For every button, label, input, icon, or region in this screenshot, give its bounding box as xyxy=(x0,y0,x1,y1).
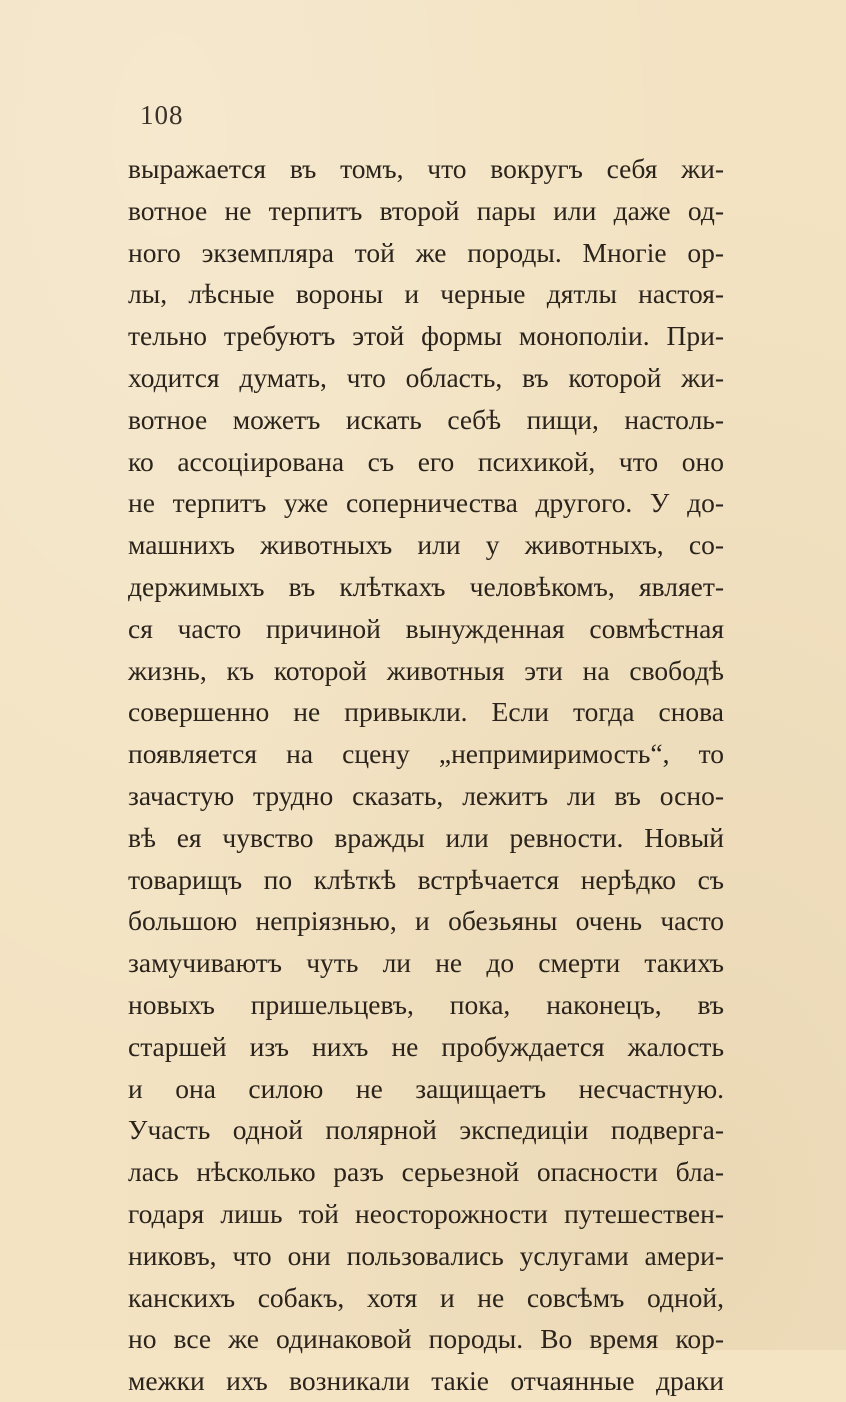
text-line: ходится думать, что область, въ которой жи- xyxy=(128,361,724,393)
page-number: 108 xyxy=(140,100,184,130)
text-line: ко ассоціирована съ его психикой, что оно xyxy=(128,445,724,477)
text-line: тельно требуютъ этой формы монополіи. При- xyxy=(128,320,724,352)
text-line: замучиваютъ чуть ли не до смерти такихъ xyxy=(128,947,724,979)
body-text xyxy=(128,148,724,1402)
text-line: лась нѣсколько разъ серьезной опасности бла- xyxy=(128,1156,724,1188)
text-line: держимыхъ въ клѣткахъ человѣкомъ, являет- xyxy=(128,570,724,602)
text-line: и она силою не защищаетъ несчастную. xyxy=(128,1072,724,1104)
text-line: появляется на сцену „непримиримость“, то xyxy=(128,738,724,770)
text-line: но все же одинаковой породы. Во время кор- xyxy=(128,1323,724,1355)
text-line: большою непріязнью, и обезьяны очень часто xyxy=(128,905,724,937)
text-line: ного экземпляра той же породы. Многіе ор- xyxy=(128,236,724,268)
text-line: канскихъ собакъ, хотя и не совсѣмъ одной, xyxy=(128,1281,724,1313)
text-line: жизнь, къ которой животныя эти на свободѣ xyxy=(128,654,724,686)
text-line: машнихъ животныхъ или у животныхъ, со- xyxy=(128,529,724,561)
text-line: товарищъ по клѣткѣ встрѣчается нерѣдко съ xyxy=(128,863,724,895)
text-line: выражается въ томъ, что вокругъ себя жи- xyxy=(128,153,724,184)
text-line: не терпитъ уже соперничества другого. У до- xyxy=(128,487,724,519)
text-line: Участь одной полярной экспедиціи подверга- xyxy=(128,1114,724,1146)
text-line: никовъ, что они пользовались услугами амери- xyxy=(128,1239,724,1271)
text-line: старшей изъ нихъ не пробуждается жалость xyxy=(128,1030,724,1062)
text-line: зачастую трудно сказать, лежитъ ли въ осно- xyxy=(128,779,724,811)
text-line: годаря лишь той неосторожности путешествен- xyxy=(128,1197,724,1229)
text-line: новыхъ пришельцевъ, пока, наконецъ, въ xyxy=(128,988,724,1020)
text-line: вѣ ея чувство вражды или ревности. Новый xyxy=(128,821,724,853)
text-line: межки ихъ возникали такіе отчаянные драки xyxy=(128,1365,724,1397)
text-line: совершенно не привыкли. Если тогда снова xyxy=(128,696,724,728)
text-line: лы, лѣсные вороны и черные дятлы настоя- xyxy=(128,278,724,310)
text-line: вотное можетъ искать себѣ пищи, настоль- xyxy=(128,403,724,435)
text-line: вотное не терпитъ второй пары или даже од- xyxy=(128,194,724,226)
text-line: ся часто причиной вынужденная совмѣстная xyxy=(128,612,724,644)
